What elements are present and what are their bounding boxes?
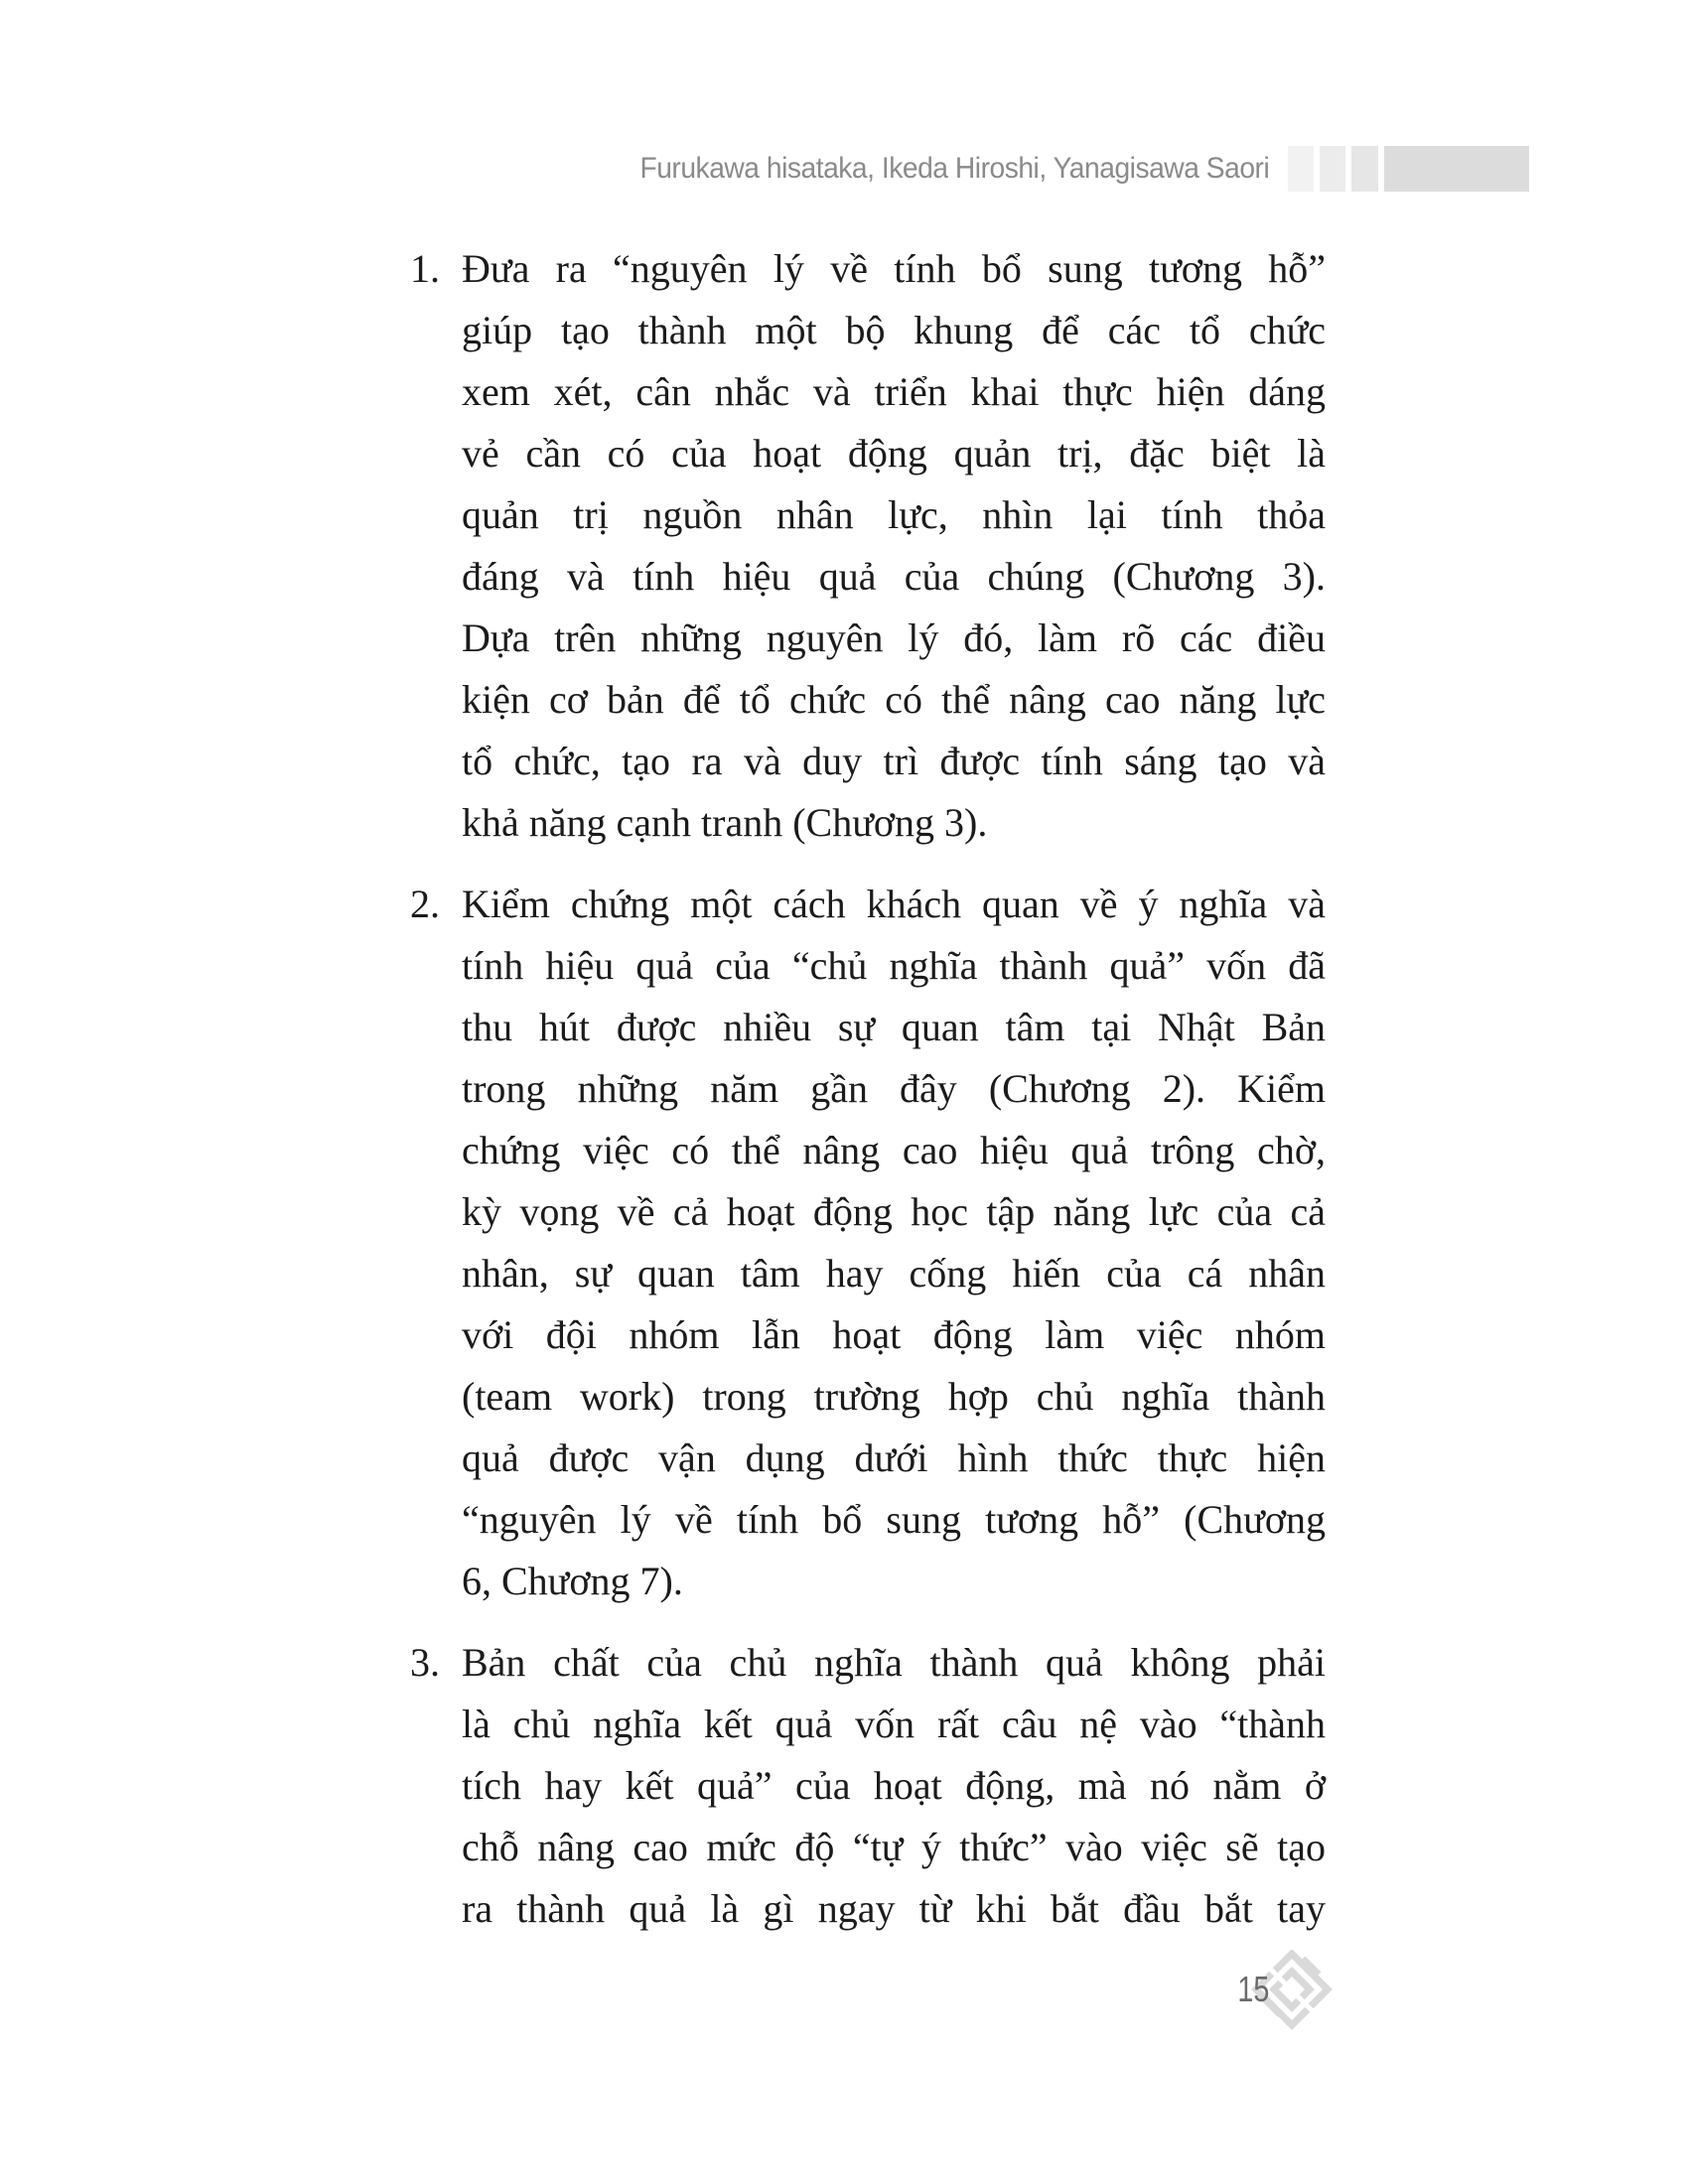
list-item-text	[462, 238, 1326, 854]
list-item	[410, 874, 1326, 1612]
text-line: (team work) trong trường hợp chủ nghĩa thành	[462, 1374, 1326, 1419]
text-line: khả năng cạnh tranh (Chương 3).	[462, 800, 988, 845]
text-line: quản trị nguồn nhân lực, nhìn lại tính thỏa	[462, 492, 1326, 537]
header-decoration	[1288, 146, 1529, 192]
page-header	[600, 146, 1529, 192]
list-item	[410, 238, 1326, 854]
decoration-block	[1288, 146, 1314, 192]
text-line: Đưa ra “nguyên lý về tính bổ sung tương hỗ”	[462, 246, 1326, 291]
running-head-authors: Furukawa hisataka, Ikeda Hiroshi, Yanagisawa Saori	[639, 152, 1269, 185]
text-line: thu hút được nhiều sự quan tâm tại Nhật Bản	[462, 1005, 1326, 1049]
text-line: giúp tạo thành một bộ khung để các tổ chức	[462, 308, 1326, 352]
text-line: tích hay kết quả” của hoạt động, mà nó nằm ở	[462, 1763, 1326, 1808]
text-line: vẻ cần có của hoạt động quản trị, đặc biệt là	[462, 431, 1326, 476]
page-number: 15	[1237, 1969, 1270, 2009]
list-item-number: 2.	[410, 882, 440, 926]
text-line: đáng và tính hiệu quả của chúng (Chương 3).	[462, 554, 1326, 599]
text-line: là chủ nghĩa kết quả vốn rất câu nệ vào “thành	[462, 1702, 1326, 1746]
text-line: Dựa trên những nguyên lý đó, làm rõ các điều	[462, 615, 1326, 660]
text-line: chứng việc có thể nâng cao hiệu quả trông chờ,	[462, 1128, 1326, 1172]
text-line: Bản chất của chủ nghĩa thành quả không phải	[462, 1640, 1326, 1685]
decoration-block	[1320, 146, 1345, 192]
text-line: tính hiệu quả của “chủ nghĩa thành quả” vốn đã	[462, 943, 1326, 988]
text-line: trong những năm gần đây (Chương 2). Kiểm	[462, 1066, 1326, 1111]
text-line: kiện cơ bản để tổ chức có thể nâng cao năng lực	[462, 677, 1326, 722]
list-item-number: 1.	[410, 246, 440, 291]
text-line: 6, Chương 7).	[462, 1559, 683, 1603]
text-line: Kiểm chứng một cách khách quan về ý nghĩa và	[462, 882, 1326, 926]
list-item-text	[462, 874, 1326, 1612]
decoration-block	[1384, 146, 1529, 192]
page-body	[410, 238, 1326, 1940]
list-item	[410, 1632, 1326, 1940]
decoration-block	[1351, 146, 1378, 192]
list-item-number: 3.	[410, 1640, 440, 1685]
page-footer	[1235, 1948, 1344, 2039]
text-line: xem xét, cân nhắc và triển khai thực hiện dáng	[462, 369, 1326, 414]
numbered-list	[410, 238, 1326, 1940]
text-line: nhân, sự quan tâm hay cống hiến của cá nhân	[462, 1251, 1326, 1296]
text-line: với đội nhóm lẫn hoạt động làm việc nhóm	[462, 1312, 1326, 1357]
text-line: tổ chức, tạo ra và duy trì được tính sáng tạo và	[462, 739, 1326, 783]
text-line: “nguyên lý về tính bổ sung tương hỗ” (Chương	[462, 1497, 1326, 1542]
text-line: ra thành quả là gì ngay từ khi bắt đầu bắt tay	[462, 1886, 1326, 1931]
text-line: quả được vận dụng dưới hình thức thực hiện	[462, 1435, 1326, 1480]
text-line: kỳ vọng về cả hoạt động học tập năng lực của cả	[462, 1189, 1326, 1234]
list-item-text	[462, 1632, 1326, 1940]
text-line: chỗ nâng cao mức độ “tự ý thức” vào việc sẽ tạo	[462, 1825, 1326, 1869]
